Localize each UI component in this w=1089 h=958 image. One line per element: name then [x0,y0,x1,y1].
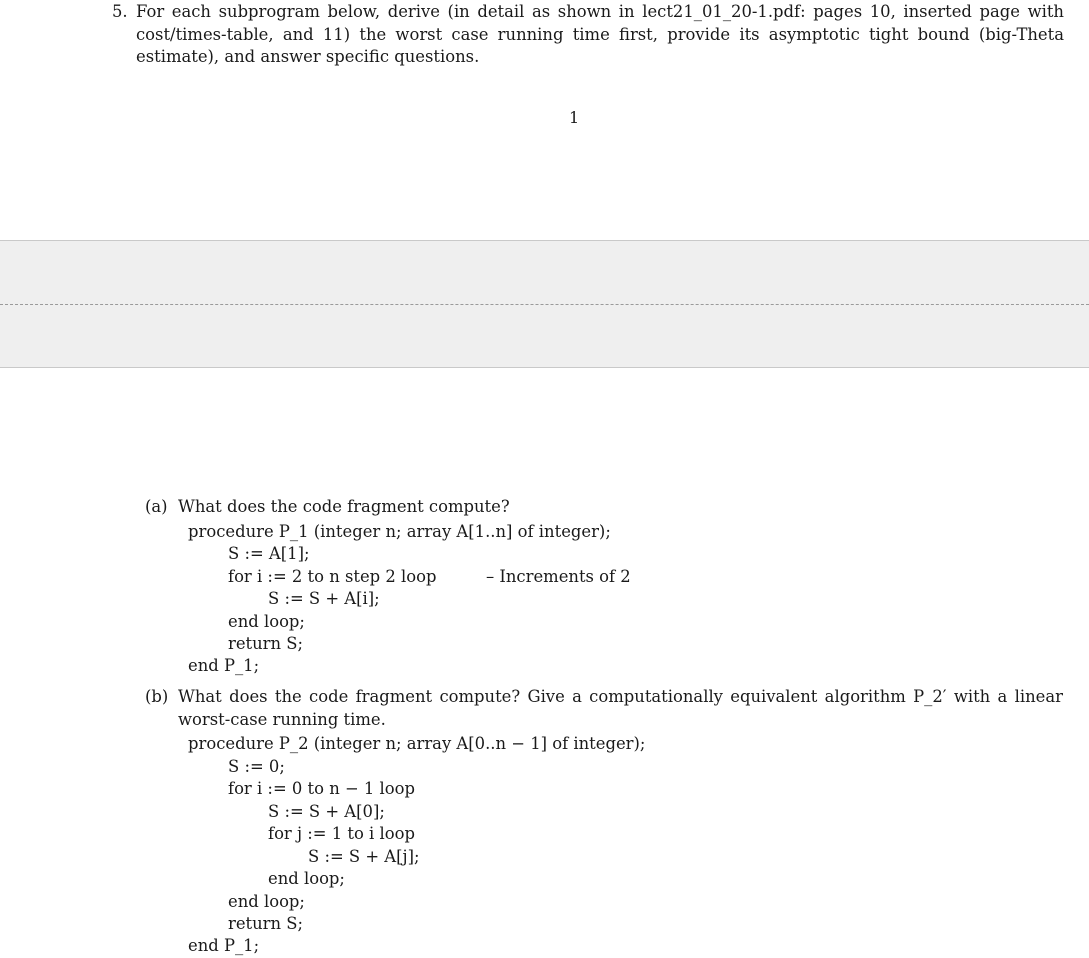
part-b-code-line: end loop; [268,869,345,888]
problem-text: For each subprogram below, derive (in detail as shown in lect21_01_20-1.pdf: pages 10, inserted page with cost/times-table, and 11) the worst case running time first, provide its asymptotic tight bound (big-Theta estimate), and answer specific questions. [136,2,1064,66]
part-a-code-line: end loop; [228,612,305,631]
part-b-code-line: for i := 0 to n − 1 loop [228,779,416,798]
part-a-code-line: S := A[1]; [228,544,310,563]
page-number: 1 [569,108,580,127]
part-b-code-line: S := S + A[j]; [308,847,420,866]
part-a-question: What does the code fragment compute? [178,497,510,516]
part-a-code-line: for i := 2 to n step 2 loop [228,567,437,586]
part-b-code-line: end loop; [228,892,305,911]
part-b-code-line: S := 0; [228,757,285,776]
problem-statement [112,1,1064,69]
problem-number: 5. [112,2,128,21]
part-b-code-line: procedure P_2 (integer n; array A[0..n − 1] of integer); [188,734,646,753]
part-b-code-line: end P_1; [188,936,260,955]
page-separator [0,240,1089,368]
part-b-code-line: S := S + A[0]; [268,802,385,821]
part-a-code-line: end P_1; [188,656,260,675]
part-a-comment: – Increments of 2 [486,567,631,586]
pdf-page-1 [0,0,1089,240]
part-a-label: (a) [145,497,168,516]
part-b-code-line: return S; [228,914,304,933]
part-a-code-line: S := S + A[i]; [268,589,380,608]
part-b-question: What does the code fragment compute? Give a computationally equivalent algorithm P_2′ with a linear worst-case running time. [178,687,1063,729]
part-b-label: (b) [145,687,169,706]
part-a-code-line: procedure P_1 (integer n; array A[1..n] of integer); [188,522,611,541]
part-a-code-line: return S; [228,634,304,653]
part-b-code-line: for j := 1 to i loop [268,824,415,843]
page-break-line [0,304,1089,305]
